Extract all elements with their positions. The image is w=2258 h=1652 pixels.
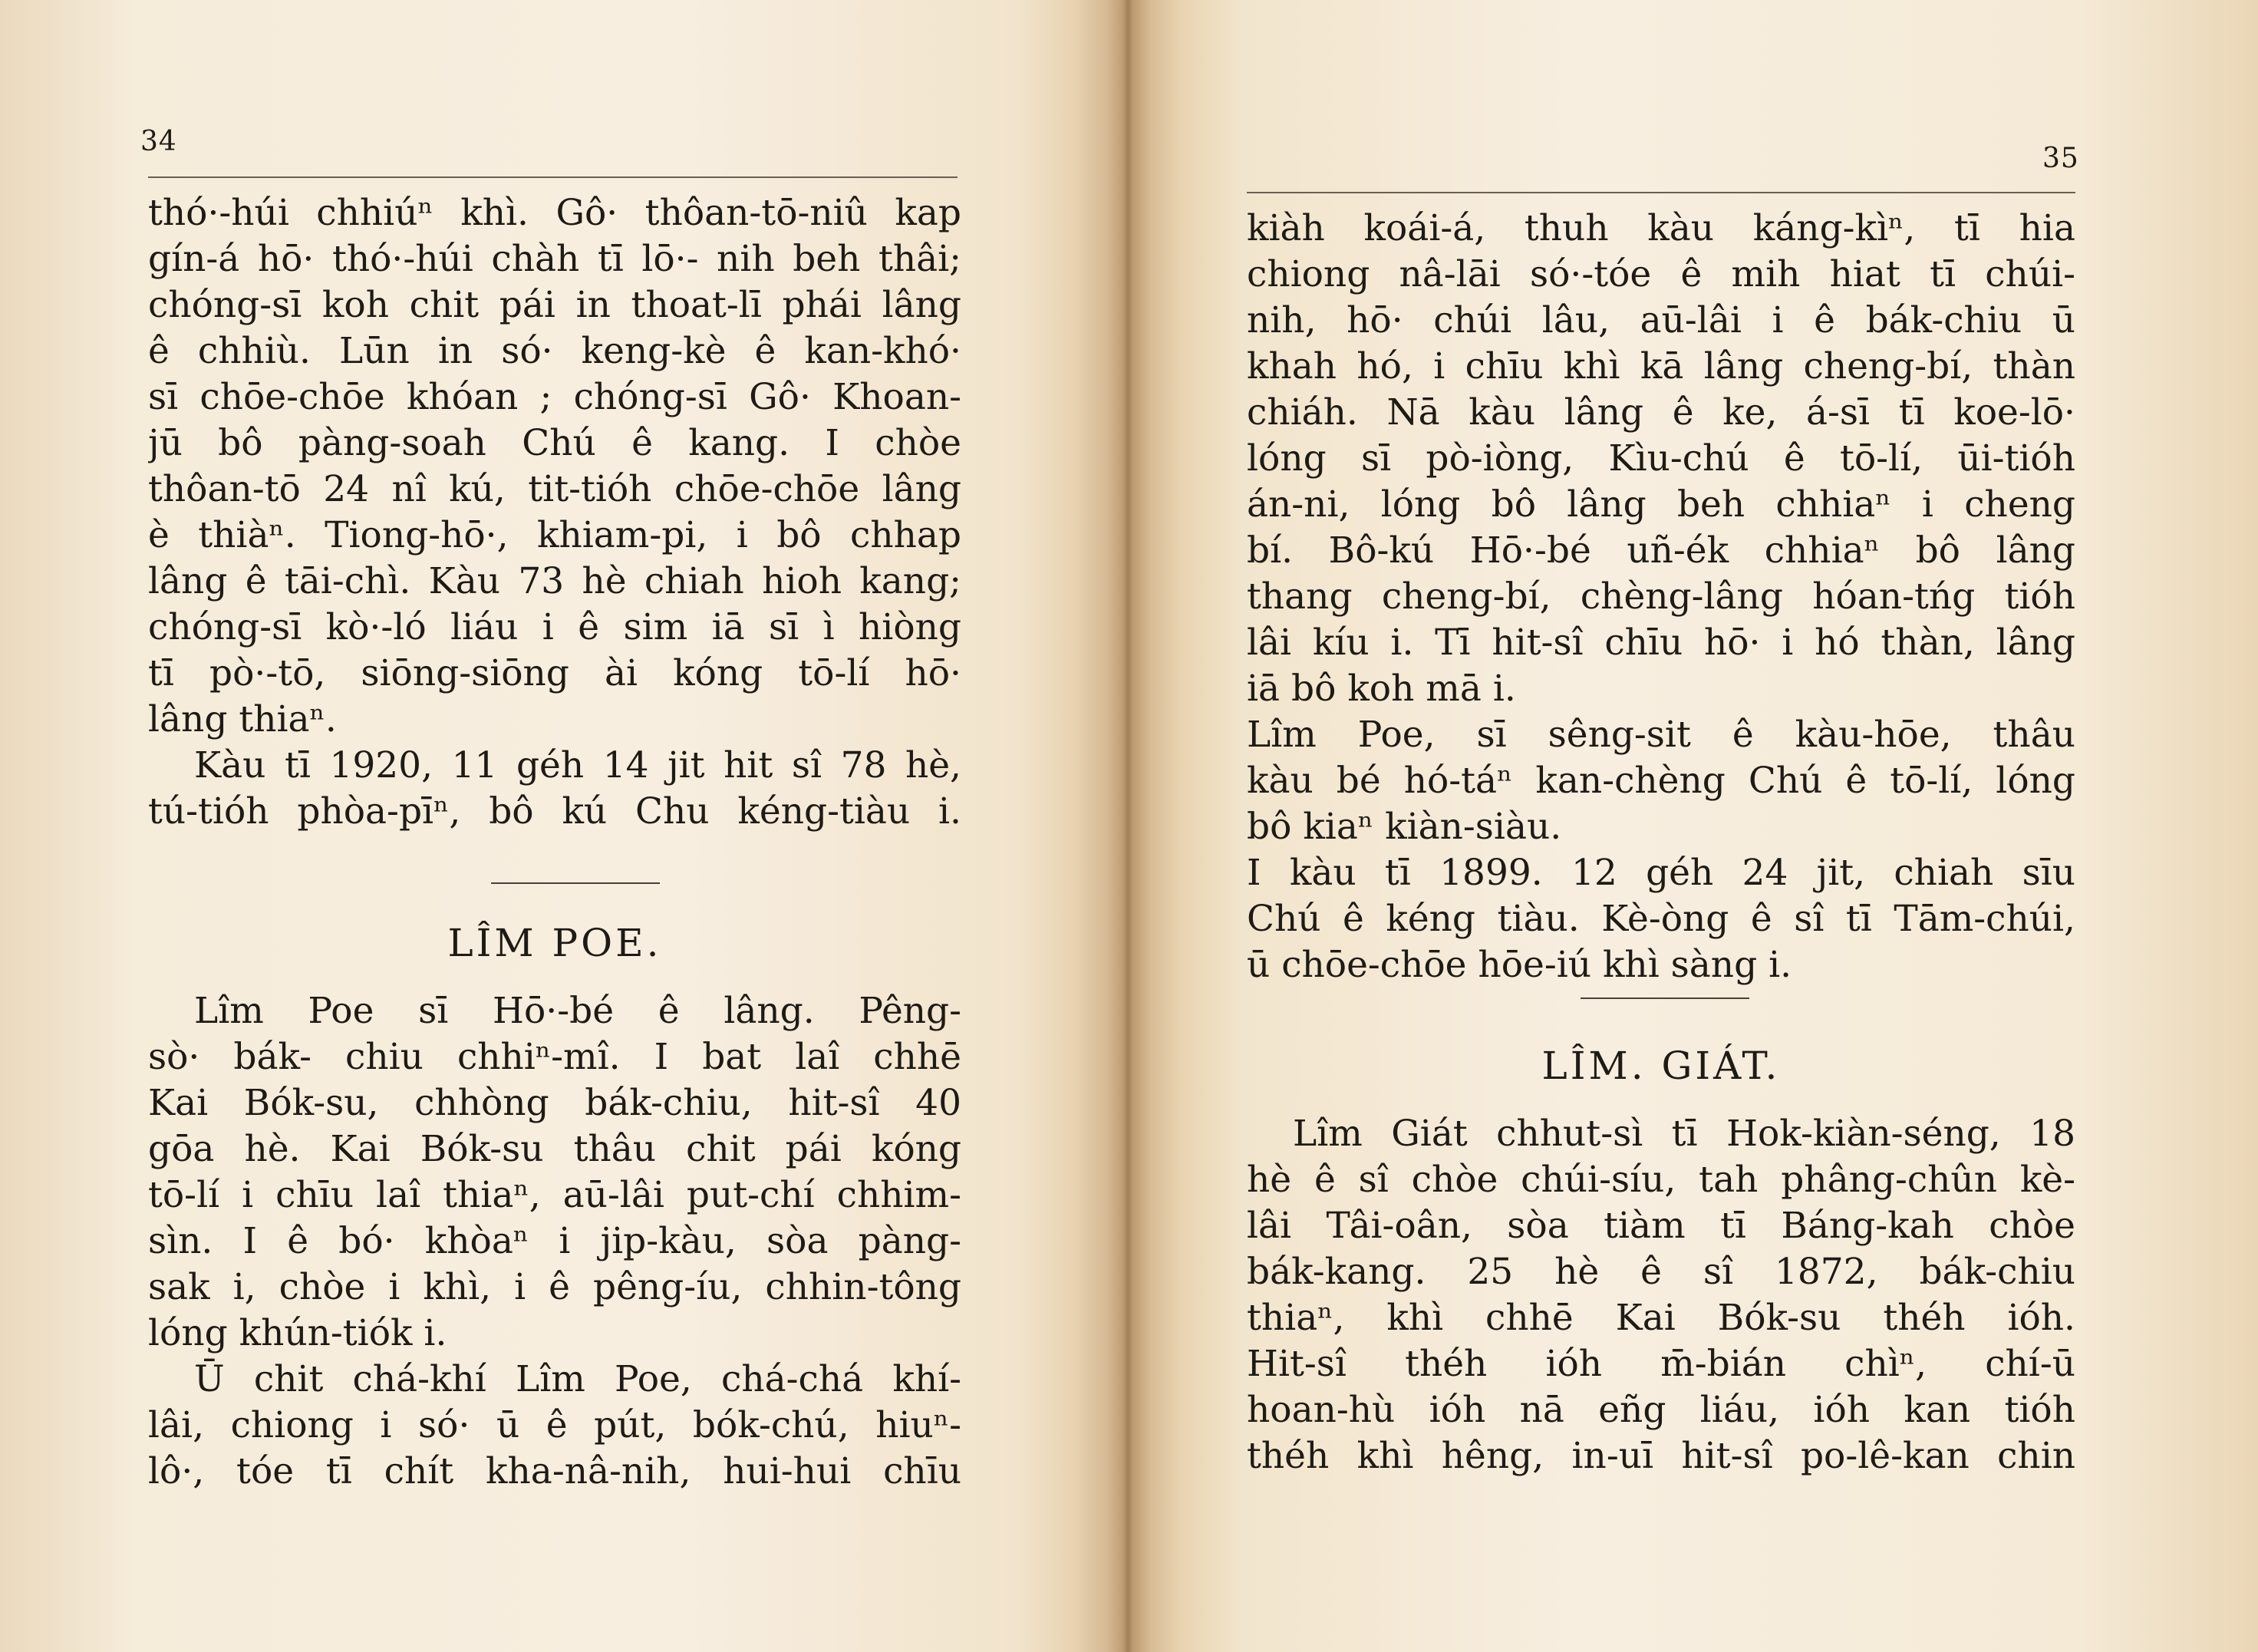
text-line: thôan-tō 24 nî kú, tit-tióh chōe-chōe lâng [148,468,961,510]
text-line: lâi Tâi-oân, sòa tiàm tī Báng-kah chòe [1247,1205,2075,1247]
text-line: Ū chit chá-khí Lîm Poe, chá-chá khí- [194,1358,961,1400]
right-page [1151,0,2258,1652]
section-separator [491,882,660,884]
text-line: bák-kang. 25 hè ê sî 1872, bák-chiu [1247,1251,2075,1293]
right-block-1 [1247,206,2075,712]
text-line: Hit-sî théh ióh m̄-bián chìⁿ, chí-ū [1247,1343,2075,1385]
right-header-rule [1247,192,2075,193]
text-line: thiaⁿ, khì chhē Kai Bók-su théh ióh. [1247,1297,2075,1339]
text-line: Kai Bók-su, chhòng bák-chiu, hit-sî 40 [148,1082,961,1124]
text-line: lâng ê tāi-chì. Kàu 73 hè chiah hioh kang; [148,560,961,602]
text-line: án-ni, lóng bô lâng beh chhiaⁿ i cheng [1247,483,2075,526]
text-line: Lîm Poe sī Hō·-bé ê lâng. Pêng- [194,990,961,1032]
left-header-rule [148,176,958,178]
text-line: thó·-húi chhiúⁿ khì. Gô· thôan-tō-niû kap [148,192,961,234]
text-line: kiàh koái-á, thuh kàu káng-kìⁿ, tī hia [1247,207,2075,249]
text-line: chiong nâ-lāi só·-tóe ê mih hiat tī chúi- [1247,253,2075,295]
text-line: lâi kíu i. Tī hit-sî chīu hō· i hó thàn, lâng [1247,622,2075,664]
text-line: hoan-hù ióh nā eñg liáu, ióh kan tióh [1247,1389,2075,1431]
left-block-1 [148,190,961,743]
text-line: bô kiaⁿ kiàn-siàu. [1247,806,1562,848]
text-line: è thiàⁿ. Tiong-hō·, khiam-pi, i bô chhap [148,514,961,556]
section-heading: LÎM. GIÁT. [1541,1044,1781,1088]
text-line: Lîm Poe, sī sêng-sit ê kàu-hōe, thâu [1247,714,2075,756]
left-block-4 [148,1357,961,1495]
text-line: ū chōe-chōe hōe-iú khì sàng i. [1247,944,1792,986]
text-line: sī chōe-chōe khóan ; chóng-sī Gô· Khoan- [148,376,961,418]
text-line: sìn. I ê bó· khòaⁿ i jip-kàu, sòa pàng- [148,1220,961,1262]
text-line: jū bô pàng-soah Chú ê kang. I chòe [148,422,961,464]
text-line: lóng sī pò-iòng, Kìu-chú ê tō-lí, ūi-tióh [1247,437,2075,480]
left-block-3 [148,988,961,1357]
text-line: bí. Bô-kú Hō·-bé uñ-ék chhiaⁿ bô lâng [1247,529,2075,572]
text-line: lô·, tóe tī chít kha-nâ-nih, hui-hui chīu [148,1450,961,1492]
right-block-2 [1247,712,2075,850]
section-separator [1581,997,1749,999]
section-heading: LÎM POE. [447,921,662,965]
text-line: ê chhiù. Lūn in só· keng-kè ê kan-khó· [148,330,961,372]
text-line: Lîm Giát chhut-sì tī Hok-kiàn-séng, 18 [1293,1113,2075,1155]
text-line: sak i, chòe i khì, i ê pêng-íu, chhin-tông [148,1266,961,1308]
text-line: thang cheng-bí, chèng-lâng hóan-tńg tióh [1247,575,2075,618]
text-line: gōa hè. Kai Bók-su thâu chit pái kóng [148,1128,961,1170]
text-line: sò· bák- chiu chhiⁿ-mî. I bat laî chhē [148,1036,961,1078]
text-line: khah hó, i chīu khì kā lâng cheng-bí, thàn [1247,345,2075,387]
text-line: tō-lí i chīu laî thiaⁿ, aū-lâi put-chí chhim- [148,1174,961,1216]
right-block-3 [1247,850,2075,988]
text-line: chóng-sī koh chit pái in thoat-lī phái lâng [148,284,961,326]
text-line: chóng-sī kò·-ló liáu i ê sim iā sī ì hiòng [148,606,961,648]
text-line: gín-á hō· thó·-húi chàh tī lō·- nih beh thâi; [148,238,961,280]
text-line: lâng thiaⁿ. [148,698,337,740]
left-page-number: 34 [140,126,177,157]
left-block-2 [148,743,961,835]
text-line: tú-tióh phòa-pīⁿ, bô kú Chu kéng-tiàu i. [148,790,961,833]
left-page [0,0,1097,1652]
right-block-4 [1247,1111,2075,1479]
text-line: nih, hō· chúi lâu, aū-lâi i ê bák-chiu ū [1247,299,2075,341]
text-line: kàu bé hó-táⁿ kan-chèng Chú ê tō-lí, lóng [1247,760,2075,802]
text-line: lóng khún-tiók i. [148,1312,447,1354]
text-line: chiáh. Nā kàu lâng ê ke, á-sī tī koe-lō· [1247,391,2075,434]
text-line: lâi, chiong i só· ū ê pút, bók-chú, hiuⁿ- [148,1404,961,1446]
text-line: I kàu tī 1899. 12 géh 24 jit, chiah sīu [1247,852,2075,894]
text-line: théh khì hêng, in-uī hit-sî po-lê-kan chin [1247,1435,2075,1477]
text-line: tī pò·-tō, siōng-siōng ài kóng tō-lí hō· [148,652,961,694]
text-line: iā bô koh mā i. [1247,668,1516,710]
text-line: hè ê sî chòe chúi-síu, tah phâng-chûn kè- [1247,1159,2075,1201]
right-page-number: 35 [2042,143,2079,174]
text-line: Chú ê kéng tiàu. Kè-òng ê sî tī Tām-chúi, [1247,898,2075,940]
text-line: Kàu tī 1920, 11 géh 14 jit hit sî 78 hè, [194,744,961,786]
